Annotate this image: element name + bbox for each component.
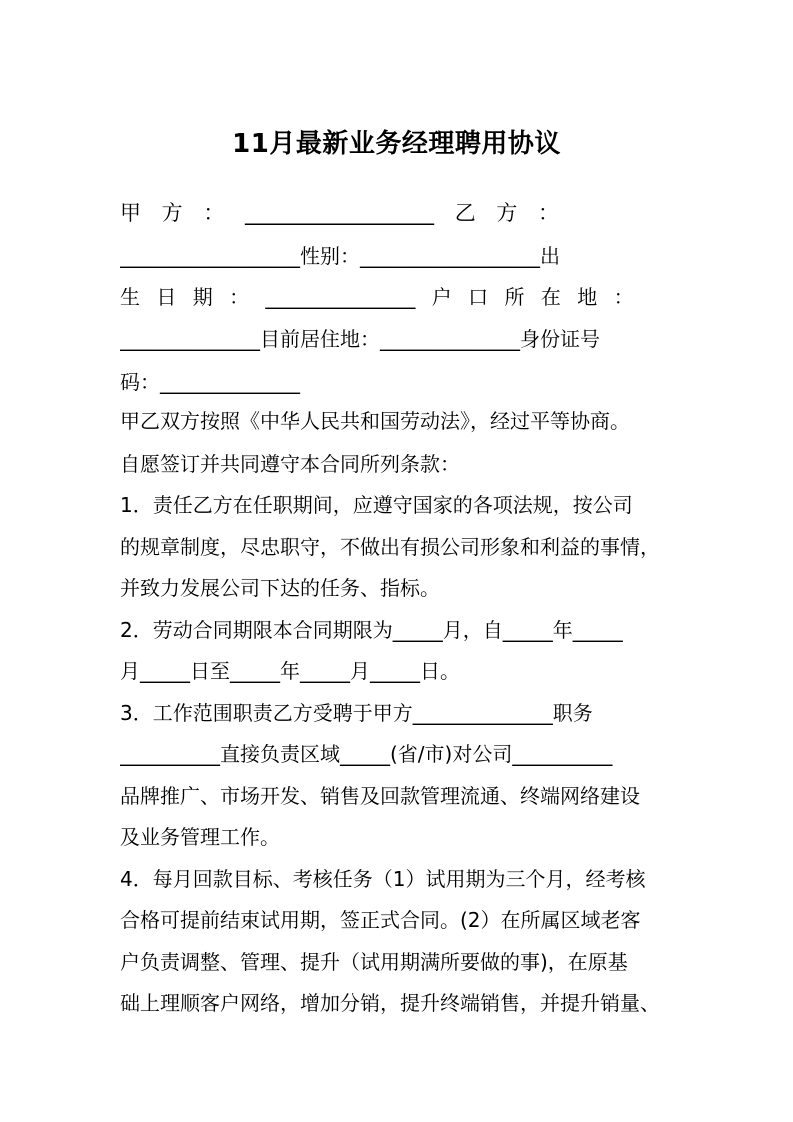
text-line-birth-household: 生 日 期 ： _______________ 户 口 所 在 地 ： [120, 285, 634, 309]
text-line-party-a-b: 甲 方 ： __________________ 乙 方 ： [120, 201, 560, 225]
document-title: 11月最新业务经理聘用协议 [232, 129, 561, 159]
text-line-clause-3d: 及业务管理工作。 [120, 825, 280, 849]
text-line-clause-4d: 础上理顺客户网络，增加分销，提升终端销售，并提升销量、 [120, 991, 660, 1015]
text-line-clause-4a: 4．每月回款目标、考核任务（1）试用期为三个月，经考核 [120, 867, 646, 891]
text-line-clause-2b: 月_____日至_____年_____月_____日。 [120, 659, 460, 683]
text-line-clause-1a: 1．责任乙方在任职期间，应遵守国家的各项法规，按公司 [120, 493, 633, 517]
text-line-clause-1c: 并致力发展公司下达的任务、指标。 [120, 576, 440, 600]
text-line-clause-3a: 3．工作范围职责乙方受聘于甲方______________职务 [120, 701, 593, 725]
text-line-clause-4c: 户负责调整、管理、提升（试用期满所要做的事)，在原基 [120, 950, 628, 974]
text-line-clause-3b: __________直接负责区域_____(省/市)对公司__________ [120, 742, 613, 766]
text-line-clause-1b: 的规章制度，尽忠职守，不做出有损公司形象和利益的事情， [120, 535, 660, 559]
text-line-id-number: 码：______________ [120, 370, 300, 394]
text-line-intro-2: 自愿签订并共同遵守本合同所列条款： [120, 452, 460, 476]
text-line-clause-2a: 2．劳动合同期限本合同期限为_____月，自_____年_____ [120, 618, 623, 642]
text-line-gender: __________________性别：__________________出 [120, 244, 560, 268]
text-line-intro-1: 甲乙双方按照《中华人民共和国劳动法》，经过平等协商。 [120, 409, 630, 433]
text-line-clause-4b: 合格可提前结束试用期，签正式合同。(2）在所属区域老客 [120, 908, 641, 932]
text-line-clause-3c: 品牌推广、市场开发、销售及回款管理流通、终端网络建设 [120, 784, 640, 808]
text-line-residence-id: ______________目前居住地：______________身份证号 [120, 327, 600, 351]
